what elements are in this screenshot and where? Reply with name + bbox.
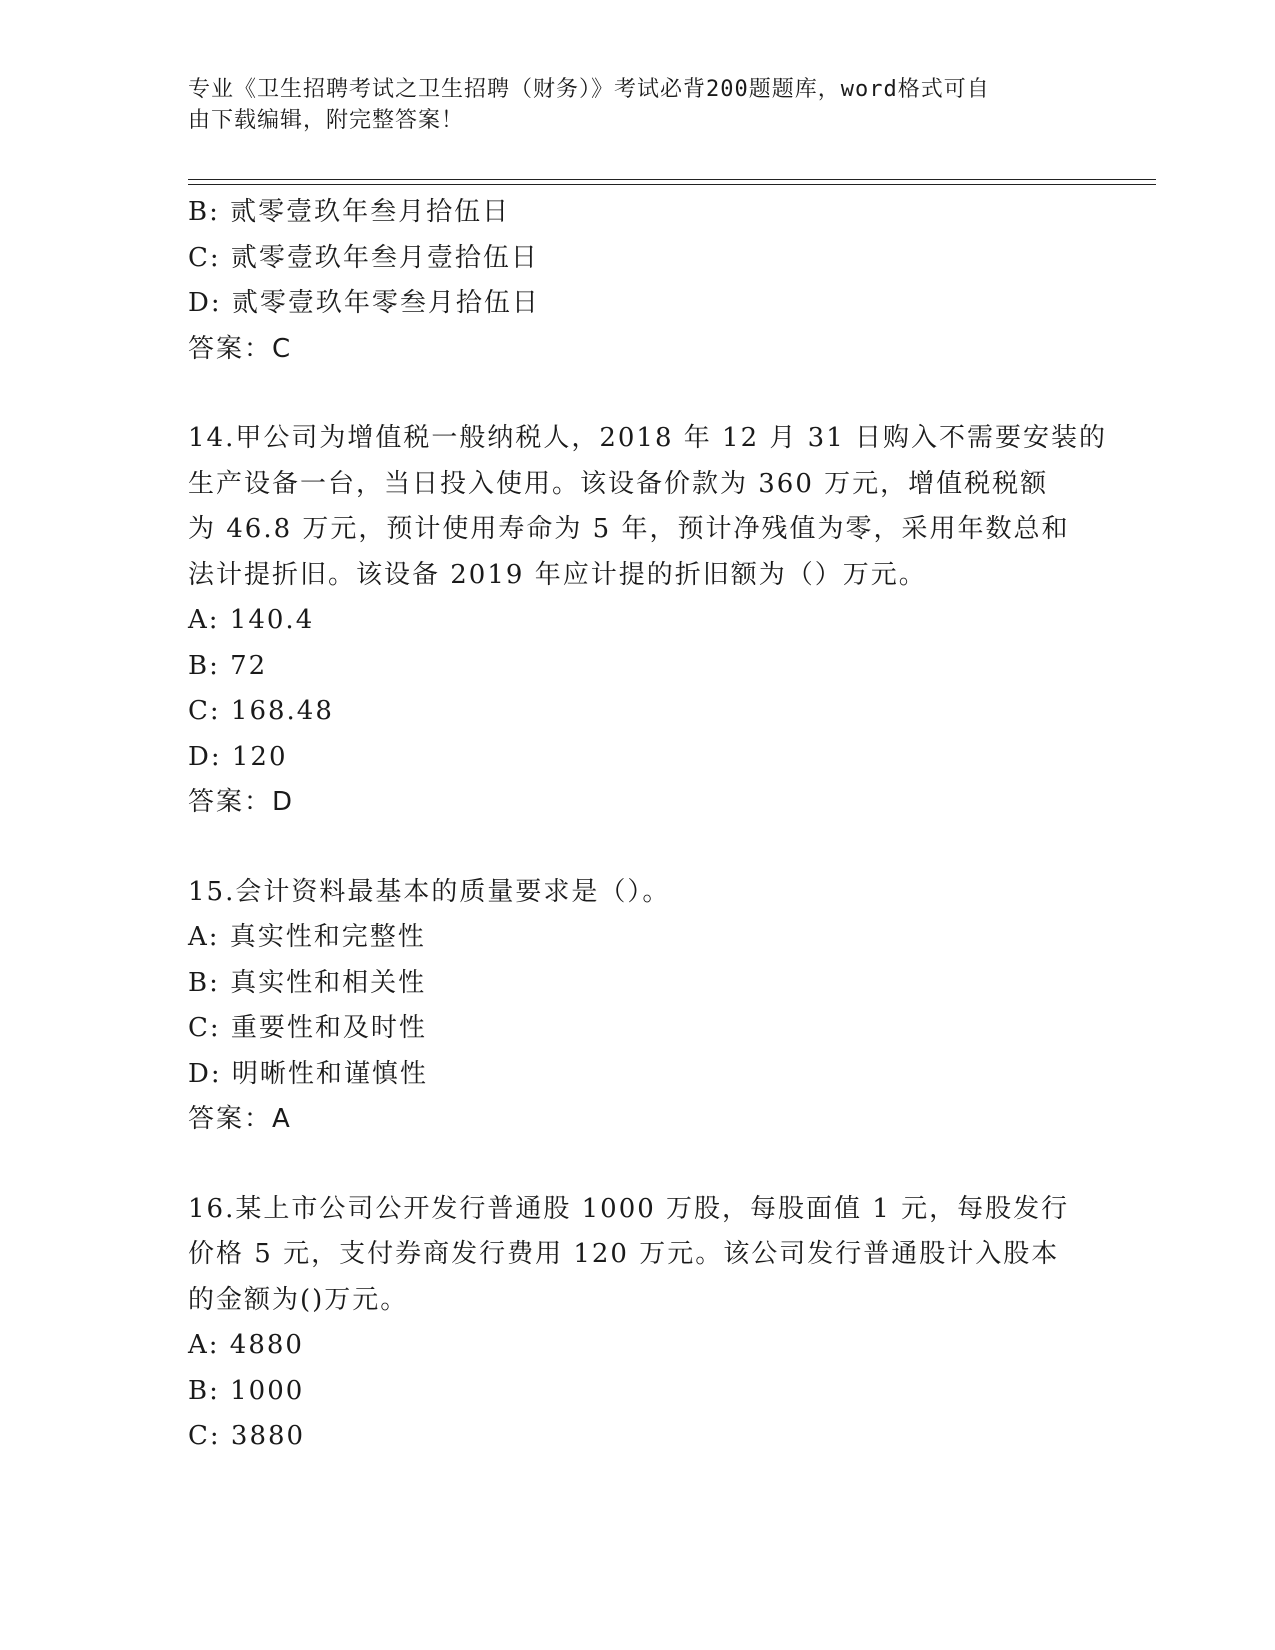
question-stem-line: 为 46.8 万元，预计使用寿命为 5 年，预计净残值为零，采用年数总和 [188, 514, 1070, 544]
option-b: B: 1000 [188, 1375, 305, 1406]
question-stem-line: 15.会计资料最基本的质量要求是（）。 [188, 876, 671, 907]
option-b: B: 72 [188, 650, 268, 681]
answer-line: 答案：D [188, 787, 295, 817]
option-c: C: 168.48 [188, 696, 334, 726]
option-a: A: 140.4 [188, 605, 315, 635]
spacer [188, 826, 1088, 870]
question-14 [188, 416, 1108, 826]
answer-line: 答案：A [188, 1104, 292, 1134]
question-stem-line: 的金额为()万元。 [188, 1284, 409, 1315]
question-list [188, 190, 1108, 1460]
header-divider-top [188, 179, 1156, 180]
answer-line: 答案：C [188, 333, 293, 364]
question-stem-line: 14.甲公司为增值税一般纳税人，2018 年 12 月 31 日购入不需要安装的 [188, 423, 1108, 453]
question-stem-line: 法计提折旧。该设备 2019 年应计提的折旧额为（）万元。 [188, 559, 927, 590]
spacer [188, 1143, 1088, 1187]
question-stem-line: 生产设备一台，当日投入使用。该设备价款为 360 万元，增值税税额 [188, 468, 1049, 499]
option-c: C: 重要性和及时性 [188, 1013, 427, 1043]
option-c: C: 3880 [188, 1421, 306, 1451]
header-line-2: 由下载编辑，附完整答案！ [188, 108, 465, 133]
document-header [188, 74, 1068, 136]
option-d: D: 明晰性和谨慎性 [188, 1058, 428, 1089]
header-divider-bottom [188, 184, 1156, 185]
question-13 [188, 190, 1088, 372]
option-b: B: 真实性和相关性 [188, 967, 427, 998]
option-a: A: 4880 [188, 1330, 304, 1360]
question-stem-line: 16.某上市公司公开发行普通股 1000 万股，每股面值 1 元，每股发行 [188, 1193, 1070, 1224]
question-16 [188, 1187, 1088, 1460]
question-15 [188, 870, 1088, 1143]
option-a: A: 真实性和完整性 [188, 922, 426, 952]
option-d: D: 贰零壹玖年零叁月拾伍日 [188, 288, 540, 318]
spacer [188, 372, 1088, 416]
header-line-1: 专业《卫生招聘考试之卫生招聘（财务）》考试必背200题题库，word格式可自 [188, 77, 990, 102]
option-b: B: 贰零壹玖年叁月拾伍日 [188, 197, 511, 227]
option-d: D: 120 [188, 741, 288, 772]
question-stem-line: 价格 5 元，支付券商发行费用 120 万元。该公司发行普通股计入股本 [188, 1239, 1060, 1269]
option-c: C: 贰零壹玖年叁月壹拾伍日 [188, 242, 539, 273]
